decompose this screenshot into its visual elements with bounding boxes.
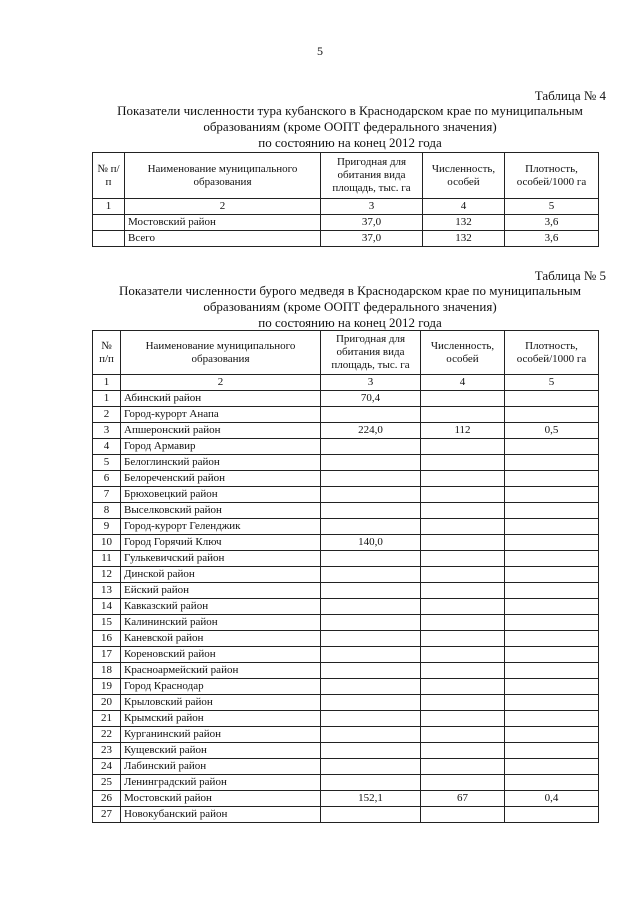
- row-count-cell: [421, 679, 505, 695]
- row-count-cell: [421, 663, 505, 679]
- row-density-cell: [505, 631, 599, 647]
- table4-title-line: по состоянию на конец 2012 года: [258, 135, 442, 150]
- table4: [92, 152, 599, 247]
- table4-label: Таблица № 4: [534, 88, 606, 103]
- table5-header-row: [93, 331, 599, 375]
- row-count-cell: [421, 439, 505, 455]
- table-row: [93, 695, 599, 711]
- colnum-cell: 5: [505, 199, 599, 215]
- row-count-cell: [421, 455, 505, 471]
- row-density-cell: [505, 599, 599, 615]
- row-density-cell: [505, 503, 599, 519]
- table-row: [93, 567, 599, 583]
- row-num-cell: 24: [93, 759, 121, 775]
- row-area-cell: 224,0: [321, 423, 421, 439]
- row-count-cell: 67: [421, 791, 505, 807]
- header-density: Плотность, особей/1000 га: [505, 331, 599, 375]
- header-name: Наименование муниципального образования: [125, 153, 321, 199]
- table4-header-row: [93, 153, 599, 199]
- row-density-cell: [505, 775, 599, 791]
- header-count: Численность, особей: [421, 331, 505, 375]
- row-density-cell: [505, 743, 599, 759]
- row-num-cell: 10: [93, 535, 121, 551]
- row-num-cell: [93, 231, 125, 247]
- table-row: [93, 599, 599, 615]
- table-row: [93, 439, 599, 455]
- row-count-cell: 132: [423, 215, 505, 231]
- colnum-cell: 4: [423, 199, 505, 215]
- row-name-cell: Брюховецкий район: [121, 487, 321, 503]
- row-num-cell: 8: [93, 503, 121, 519]
- row-num-cell: 2: [93, 407, 121, 423]
- row-density-cell: [505, 439, 599, 455]
- row-count-cell: [421, 519, 505, 535]
- row-num-cell: 25: [93, 775, 121, 791]
- row-name-cell: Город Горячий Ключ: [121, 535, 321, 551]
- row-num-cell: 18: [93, 663, 121, 679]
- row-area-cell: [321, 615, 421, 631]
- row-area-cell: 152,1: [321, 791, 421, 807]
- row-num-cell: 22: [93, 727, 121, 743]
- row-name-cell: Апшеронский район: [121, 423, 321, 439]
- row-name-cell: Город Армавир: [121, 439, 321, 455]
- table-row: [93, 519, 599, 535]
- row-name-cell: Город-курорт Геленджик: [121, 519, 321, 535]
- table-row: [93, 551, 599, 567]
- table5-label: Таблица № 5: [534, 268, 606, 283]
- row-count-cell: [421, 647, 505, 663]
- row-count-cell: [421, 391, 505, 407]
- row-density-cell: [505, 663, 599, 679]
- table-row: [93, 535, 599, 551]
- row-name-cell: Город-курорт Анапа: [121, 407, 321, 423]
- row-num-cell: 11: [93, 551, 121, 567]
- table5-colnum-row: [93, 375, 599, 391]
- header-name: Наименование муниципального образования: [121, 331, 321, 375]
- row-area-cell: [321, 711, 421, 727]
- row-density-cell: [505, 471, 599, 487]
- colnum-cell: 1: [93, 375, 121, 391]
- row-num-cell: 26: [93, 791, 121, 807]
- row-count-cell: [421, 599, 505, 615]
- row-num-cell: 17: [93, 647, 121, 663]
- colnum-cell: 4: [421, 375, 505, 391]
- row-name-cell: Ленинградский район: [121, 775, 321, 791]
- row-density-cell: [505, 519, 599, 535]
- row-count-cell: [421, 807, 505, 823]
- row-density-cell: [505, 711, 599, 727]
- table-row: [93, 503, 599, 519]
- row-density-cell: [505, 583, 599, 599]
- row-num-cell: [93, 215, 125, 231]
- table-row: [93, 391, 599, 407]
- row-density-cell: [505, 391, 599, 407]
- row-num-cell: 4: [93, 439, 121, 455]
- row-num-cell: 3: [93, 423, 121, 439]
- row-name-cell: Всего: [125, 231, 321, 247]
- table-row: [93, 679, 599, 695]
- row-count-cell: 132: [423, 231, 505, 247]
- table5-title-line: образованиям (кроме ООПТ федерального значения): [203, 299, 497, 314]
- table-row: [93, 663, 599, 679]
- table5: [92, 330, 599, 823]
- row-name-cell: Крыловский район: [121, 695, 321, 711]
- row-name-cell: Кущевский район: [121, 743, 321, 759]
- row-name-cell: Белоглинский район: [121, 455, 321, 471]
- table-row: [93, 471, 599, 487]
- row-num-cell: 13: [93, 583, 121, 599]
- table5-title-line: Показатели численности бурого медведя в Краснодарском крае по муниципальным: [119, 283, 581, 298]
- row-count-cell: [421, 487, 505, 503]
- row-area-cell: [321, 599, 421, 615]
- row-density-cell: [505, 487, 599, 503]
- row-name-cell: Калининский район: [121, 615, 321, 631]
- row-num-cell: 23: [93, 743, 121, 759]
- table-row: [93, 647, 599, 663]
- row-density-cell: [505, 695, 599, 711]
- row-count-cell: [421, 727, 505, 743]
- row-density-cell: [505, 615, 599, 631]
- table-row: [93, 423, 599, 439]
- table-row: [93, 743, 599, 759]
- row-area-cell: [321, 727, 421, 743]
- row-count-cell: [421, 567, 505, 583]
- row-count-cell: [421, 551, 505, 567]
- row-area-cell: [321, 759, 421, 775]
- row-count-cell: [421, 695, 505, 711]
- row-area-cell: [321, 407, 421, 423]
- row-density-cell: [505, 807, 599, 823]
- row-name-cell: Крымский район: [121, 711, 321, 727]
- row-area-cell: 37,0: [321, 231, 423, 247]
- row-num-cell: 16: [93, 631, 121, 647]
- row-area-cell: [321, 679, 421, 695]
- row-count-cell: [421, 743, 505, 759]
- table-row: [93, 231, 599, 247]
- colnum-cell: 3: [321, 199, 423, 215]
- header-num: № п/п: [93, 331, 121, 375]
- row-count-cell: [421, 775, 505, 791]
- row-name-cell: Динской район: [121, 567, 321, 583]
- row-area-cell: [321, 487, 421, 503]
- row-name-cell: Выселковский район: [121, 503, 321, 519]
- row-count-cell: [421, 503, 505, 519]
- row-density-cell: [505, 647, 599, 663]
- table-row: [93, 791, 599, 807]
- table-row: [93, 711, 599, 727]
- colnum-cell: 2: [125, 199, 321, 215]
- table-row: [93, 487, 599, 503]
- colnum-cell: 1: [93, 199, 125, 215]
- row-num-cell: 6: [93, 471, 121, 487]
- row-density-cell: 3,6: [505, 215, 599, 231]
- row-area-cell: [321, 647, 421, 663]
- table5-title-line: по состоянию на конец 2012 года: [258, 315, 442, 330]
- row-name-cell: Курганинский район: [121, 727, 321, 743]
- row-area-cell: [321, 439, 421, 455]
- row-area-cell: [321, 775, 421, 791]
- row-area-cell: [321, 663, 421, 679]
- row-area-cell: [321, 455, 421, 471]
- row-area-cell: [321, 695, 421, 711]
- row-name-cell: Абинский район: [121, 391, 321, 407]
- row-area-cell: [321, 807, 421, 823]
- row-area-cell: [321, 519, 421, 535]
- row-name-cell: Кавказский район: [121, 599, 321, 615]
- row-name-cell: Город Краснодар: [121, 679, 321, 695]
- row-count-cell: [421, 759, 505, 775]
- row-name-cell: Белореченский район: [121, 471, 321, 487]
- row-count-cell: [421, 631, 505, 647]
- row-name-cell: Лабинский район: [121, 759, 321, 775]
- row-count-cell: [421, 407, 505, 423]
- row-name-cell: Ейский район: [121, 583, 321, 599]
- row-name-cell: Мостовский район: [125, 215, 321, 231]
- row-count-cell: [421, 615, 505, 631]
- row-count-cell: [421, 471, 505, 487]
- table-row: [93, 759, 599, 775]
- row-count-cell: 112: [421, 423, 505, 439]
- header-area: Пригодная для обитания вида площадь, тыс. га: [321, 331, 421, 375]
- row-num-cell: 9: [93, 519, 121, 535]
- table-row: [93, 807, 599, 823]
- table5-title: [70, 283, 630, 331]
- row-num-cell: 21: [93, 711, 121, 727]
- table4-title: [70, 103, 630, 151]
- colnum-cell: 3: [321, 375, 421, 391]
- table-row: [93, 775, 599, 791]
- row-area-cell: [321, 583, 421, 599]
- table-row: [93, 583, 599, 599]
- row-num-cell: 5: [93, 455, 121, 471]
- row-density-cell: 0,4: [505, 791, 599, 807]
- table-row: [93, 455, 599, 471]
- row-density-cell: [505, 567, 599, 583]
- row-density-cell: 0,5: [505, 423, 599, 439]
- table4-title-line: образованиям (кроме ООПТ федерального значения): [203, 119, 497, 134]
- table4-title-line: Показатели численности тура кубанского в Краснодарском крае по муниципальным: [117, 103, 583, 118]
- row-density-cell: [505, 407, 599, 423]
- colnum-cell: 5: [505, 375, 599, 391]
- table-row: [93, 727, 599, 743]
- row-area-cell: [321, 567, 421, 583]
- header-area: Пригодная для обитания вида площадь, тыс. га: [321, 153, 423, 199]
- row-name-cell: Новокубанский район: [121, 807, 321, 823]
- table-row: [93, 631, 599, 647]
- row-num-cell: 1: [93, 391, 121, 407]
- row-area-cell: [321, 503, 421, 519]
- row-num-cell: 27: [93, 807, 121, 823]
- header-num: № п/п: [93, 153, 125, 199]
- row-density-cell: [505, 551, 599, 567]
- row-density-cell: [505, 727, 599, 743]
- row-area-cell: [321, 471, 421, 487]
- row-name-cell: Мостовский район: [121, 791, 321, 807]
- row-num-cell: 14: [93, 599, 121, 615]
- table-row: [93, 407, 599, 423]
- row-num-cell: 12: [93, 567, 121, 583]
- row-count-cell: [421, 535, 505, 551]
- row-num-cell: 7: [93, 487, 121, 503]
- row-density-cell: 3,6: [505, 231, 599, 247]
- table-row: [93, 215, 599, 231]
- row-num-cell: 19: [93, 679, 121, 695]
- row-density-cell: [505, 455, 599, 471]
- row-name-cell: Красноармейский район: [121, 663, 321, 679]
- row-name-cell: Каневской район: [121, 631, 321, 647]
- page-number: 5: [317, 44, 323, 58]
- row-density-cell: [505, 679, 599, 695]
- row-area-cell: [321, 551, 421, 567]
- row-density-cell: [505, 535, 599, 551]
- table4-colnum-row: [93, 199, 599, 215]
- colnum-cell: 2: [121, 375, 321, 391]
- row-density-cell: [505, 759, 599, 775]
- row-area-cell: [321, 631, 421, 647]
- row-area-cell: 70,4: [321, 391, 421, 407]
- table-row: [93, 615, 599, 631]
- row-count-cell: [421, 711, 505, 727]
- row-name-cell: Гулькевичский район: [121, 551, 321, 567]
- row-area-cell: [321, 743, 421, 759]
- header-density: Плотность, особей/1000 га: [505, 153, 599, 199]
- header-count: Численность, особей: [423, 153, 505, 199]
- row-num-cell: 20: [93, 695, 121, 711]
- row-count-cell: [421, 583, 505, 599]
- row-area-cell: 37,0: [321, 215, 423, 231]
- row-area-cell: 140,0: [321, 535, 421, 551]
- row-name-cell: Кореновский район: [121, 647, 321, 663]
- row-num-cell: 15: [93, 615, 121, 631]
